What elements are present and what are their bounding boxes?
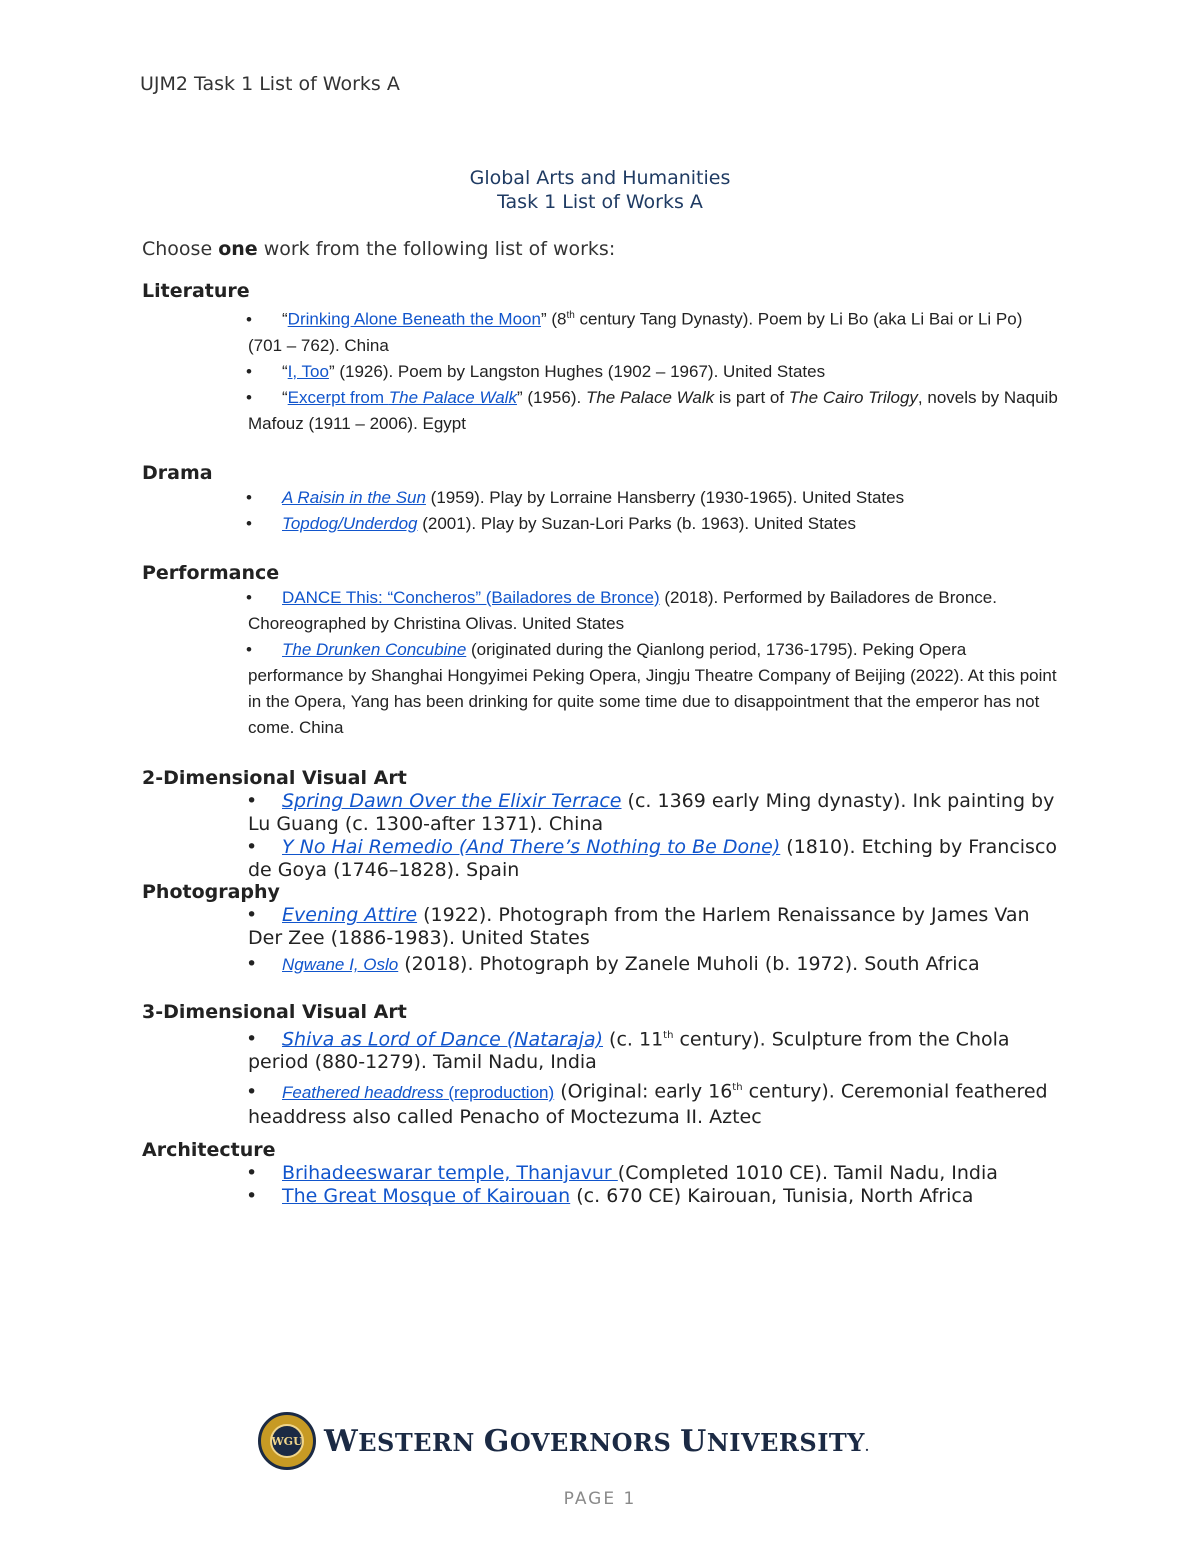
works-list: [142, 1162, 1060, 1208]
link-text-italic: Topdog/Underdog: [282, 514, 418, 533]
list-item: [142, 485, 1060, 511]
item-text-italic: The Cairo Trilogy: [788, 387, 918, 407]
section-architecture: [142, 1138, 1060, 1208]
item-text: (2018). Performed by Bailadores de Bronce. Choreographed by Christina Olivas. United States: [248, 588, 997, 633]
item-text: (originated during the Qianlong period, 1736-1795). Peking Opera performance by Shanghai Hongyimei Peking Opera, Jingju Theatre Company of Beijing (2022). At this point in the Opera, Yang has been drinking for quite some time due to disappointment that the emperor has not come. China: [248, 640, 1057, 737]
bullet-icon: •: [246, 790, 258, 812]
wordmark-letter: W: [324, 1423, 359, 1459]
bullet-icon: •: [246, 1080, 258, 1103]
works-list: [142, 485, 1060, 537]
bullet-icon: •: [246, 361, 252, 381]
works-list: [142, 1024, 1060, 1129]
bullet-icon: •: [246, 514, 252, 533]
section-heading: 3-Dimensional Visual Art: [142, 1001, 407, 1023]
item-text: (1810). Etching by Francisco de Goya (1746–1828). Spain: [248, 836, 1058, 881]
section-heading: Architecture: [142, 1139, 276, 1161]
intro-before: Choose: [142, 238, 219, 260]
work-link[interactable]: DANCE This: “Concheros” (Bailadores de Bronce): [282, 588, 660, 607]
work-link[interactable]: I, Too: [287, 361, 329, 381]
item-text: ” (1926). Poem by Langston Hughes (1902 – 1967). United States: [328, 361, 826, 381]
link-text-italic: The Drunken Concubine: [282, 640, 467, 659]
works-list: [142, 790, 1060, 882]
intro-after: work from the following list of works:: [257, 238, 616, 260]
work-link[interactable]: [282, 836, 780, 858]
link-text-italic: Y No Hai Remedio (And There’s Nothing to Be Done): [282, 836, 781, 858]
bullet-icon: •: [246, 640, 252, 659]
bullet-icon: •: [246, 387, 252, 407]
quote-open: “: [282, 361, 288, 381]
bullet-icon: •: [246, 588, 252, 607]
bullet-icon: •: [246, 1028, 258, 1051]
item-text: century). Ceremonial feathered headdress also called Penacho of Moctezuma II. Aztec: [248, 1080, 1048, 1128]
list-item: [142, 511, 1060, 537]
item-text: century Tang Dynasty). Poem by Li Bo (aka Li Bai or Li Po) (701 – 762). China: [248, 309, 1023, 355]
section-performance: [142, 561, 1060, 741]
seal-monogram: WGU: [270, 1424, 304, 1458]
wordmark-part: ESTERN: [358, 1427, 484, 1457]
work-link[interactable]: [282, 953, 398, 975]
link-text-italic: Ngwane I, Oslo: [282, 955, 399, 974]
section-heading: Performance: [142, 562, 280, 584]
wordmark-mark: .: [864, 1439, 870, 1454]
list-item: [142, 359, 1060, 385]
item-text: (c. 670 CE) Kairouan, Tunisia, North Africa: [570, 1185, 974, 1207]
item-text: (1922). Photograph from the Harlem Renaissance by James Van Der Zee (1886-1983). United States: [248, 904, 1030, 949]
item-text: (c. 11: [603, 1028, 664, 1051]
work-link[interactable]: The Great Mosque of Kairouan: [282, 1185, 571, 1207]
item-text: (Original: early 16: [554, 1080, 733, 1103]
list-item: [142, 1024, 1060, 1074]
item-text: ” (8: [540, 309, 567, 329]
section-2d-visual-art: [142, 766, 1060, 882]
wordmark-part: OVERNORS: [509, 1427, 681, 1457]
item-text: (1959). Play by Lorraine Hansberry (1930-1965). United States: [425, 488, 905, 507]
bullet-icon: •: [246, 309, 252, 329]
item-text: (c. 1369 early Ming dynasty). Ink painting by Lu Guang (c. 1300-after 1371). China: [248, 790, 1055, 835]
ordinal-suffix: th: [732, 1082, 743, 1094]
list-item: [142, 385, 1060, 437]
bullet-icon: •: [246, 904, 258, 926]
works-list: [142, 303, 1060, 437]
work-link[interactable]: Drinking Alone Beneath the Moon: [287, 309, 541, 329]
work-link[interactable]: [282, 514, 418, 533]
link-text: Excerpt from: [287, 387, 389, 407]
list-item: [142, 952, 1060, 978]
wgu-logo: [258, 1411, 908, 1471]
list-item: [142, 1162, 1060, 1185]
list-item: [142, 1076, 1060, 1128]
item-text: ” (1956).: [516, 387, 586, 407]
wordmark-part: NIVERSITY: [706, 1427, 865, 1457]
document-title: Global Arts and Humanities: [469, 167, 731, 189]
university-seal-icon: [258, 1412, 316, 1470]
section-heading: Literature: [142, 280, 250, 302]
section-3d-visual-art: [142, 1000, 1060, 1129]
list-item: [142, 790, 1060, 836]
section-photography: [142, 880, 1060, 978]
link-text-italic: Feathered headdress: [282, 1082, 444, 1102]
work-link[interactable]: [282, 1081, 554, 1103]
item-text: century). Sculpture from the Chola period (880-1279). Tamil Nadu, India: [248, 1028, 1010, 1074]
quote-open: “: [282, 309, 288, 329]
works-list: [142, 585, 1060, 741]
list-item: [142, 1185, 1060, 1208]
item-text: , novels by Naquib Mafouz (1911 – 2006). Egypt: [248, 387, 1058, 433]
running-header: UJM2 Task 1 List of Works A: [140, 73, 400, 95]
work-link[interactable]: [288, 388, 517, 407]
ordinal-suffix: th: [566, 310, 575, 321]
list-item: [142, 303, 1060, 359]
intro-bold: one: [218, 238, 258, 260]
link-text-italic: A Raisin in the Sun: [282, 488, 426, 507]
bullet-icon: •: [246, 1162, 258, 1184]
list-item: [142, 904, 1060, 950]
link-text-italic: The Palace Walk: [388, 387, 517, 407]
university-wordmark: [324, 1424, 870, 1459]
work-link[interactable]: [282, 904, 417, 926]
link-text-italic: Evening Attire: [282, 904, 418, 926]
work-link[interactable]: [282, 790, 622, 812]
item-text: is part of: [714, 387, 789, 407]
page-number: PAGE 1: [563, 1489, 637, 1509]
section-drama: [142, 461, 1060, 537]
intro-sentence: [142, 238, 615, 260]
work-link[interactable]: [282, 640, 466, 659]
section-heading: Photography: [142, 881, 280, 903]
quote-open: “: [282, 387, 288, 407]
item-text: (Completed 1010 CE). Tamil Nadu, India: [617, 1162, 998, 1184]
works-list: [142, 904, 1060, 978]
work-link[interactable]: [282, 1028, 603, 1050]
list-item: [142, 585, 1060, 637]
bullet-icon: •: [246, 488, 252, 507]
list-item: [142, 836, 1060, 882]
bullet-icon: •: [246, 953, 258, 975]
section-heading: 2-Dimensional Visual Art: [142, 767, 407, 789]
link-text-italic: Shiva as Lord of Dance (Nataraja): [282, 1028, 604, 1051]
item-text: (2001). Play by Suzan-Lori Parks (b. 1963). United States: [417, 514, 856, 533]
wordmark-letter: G: [483, 1423, 510, 1459]
bullet-icon: •: [246, 1185, 258, 1207]
list-item: [142, 637, 1060, 741]
link-text-italic: Spring Dawn Over the Elixir Terrace: [282, 790, 622, 812]
section-literature: [142, 279, 1060, 437]
work-link[interactable]: Brihadeeswarar temple, Thanjavur: [282, 1162, 618, 1184]
work-link[interactable]: [282, 488, 426, 507]
section-heading: Drama: [142, 462, 213, 484]
wordmark-letter: U: [680, 1423, 707, 1459]
item-text: (2018). Photograph by Zanele Muholi (b. 1972). South Africa: [398, 953, 980, 975]
ordinal-suffix: th: [663, 1030, 674, 1041]
document-subtitle: Task 1 List of Works A: [497, 191, 703, 213]
item-text-italic: The Palace Walk: [585, 387, 715, 407]
link-text: (reproduction): [443, 1082, 555, 1102]
bullet-icon: •: [246, 836, 258, 858]
